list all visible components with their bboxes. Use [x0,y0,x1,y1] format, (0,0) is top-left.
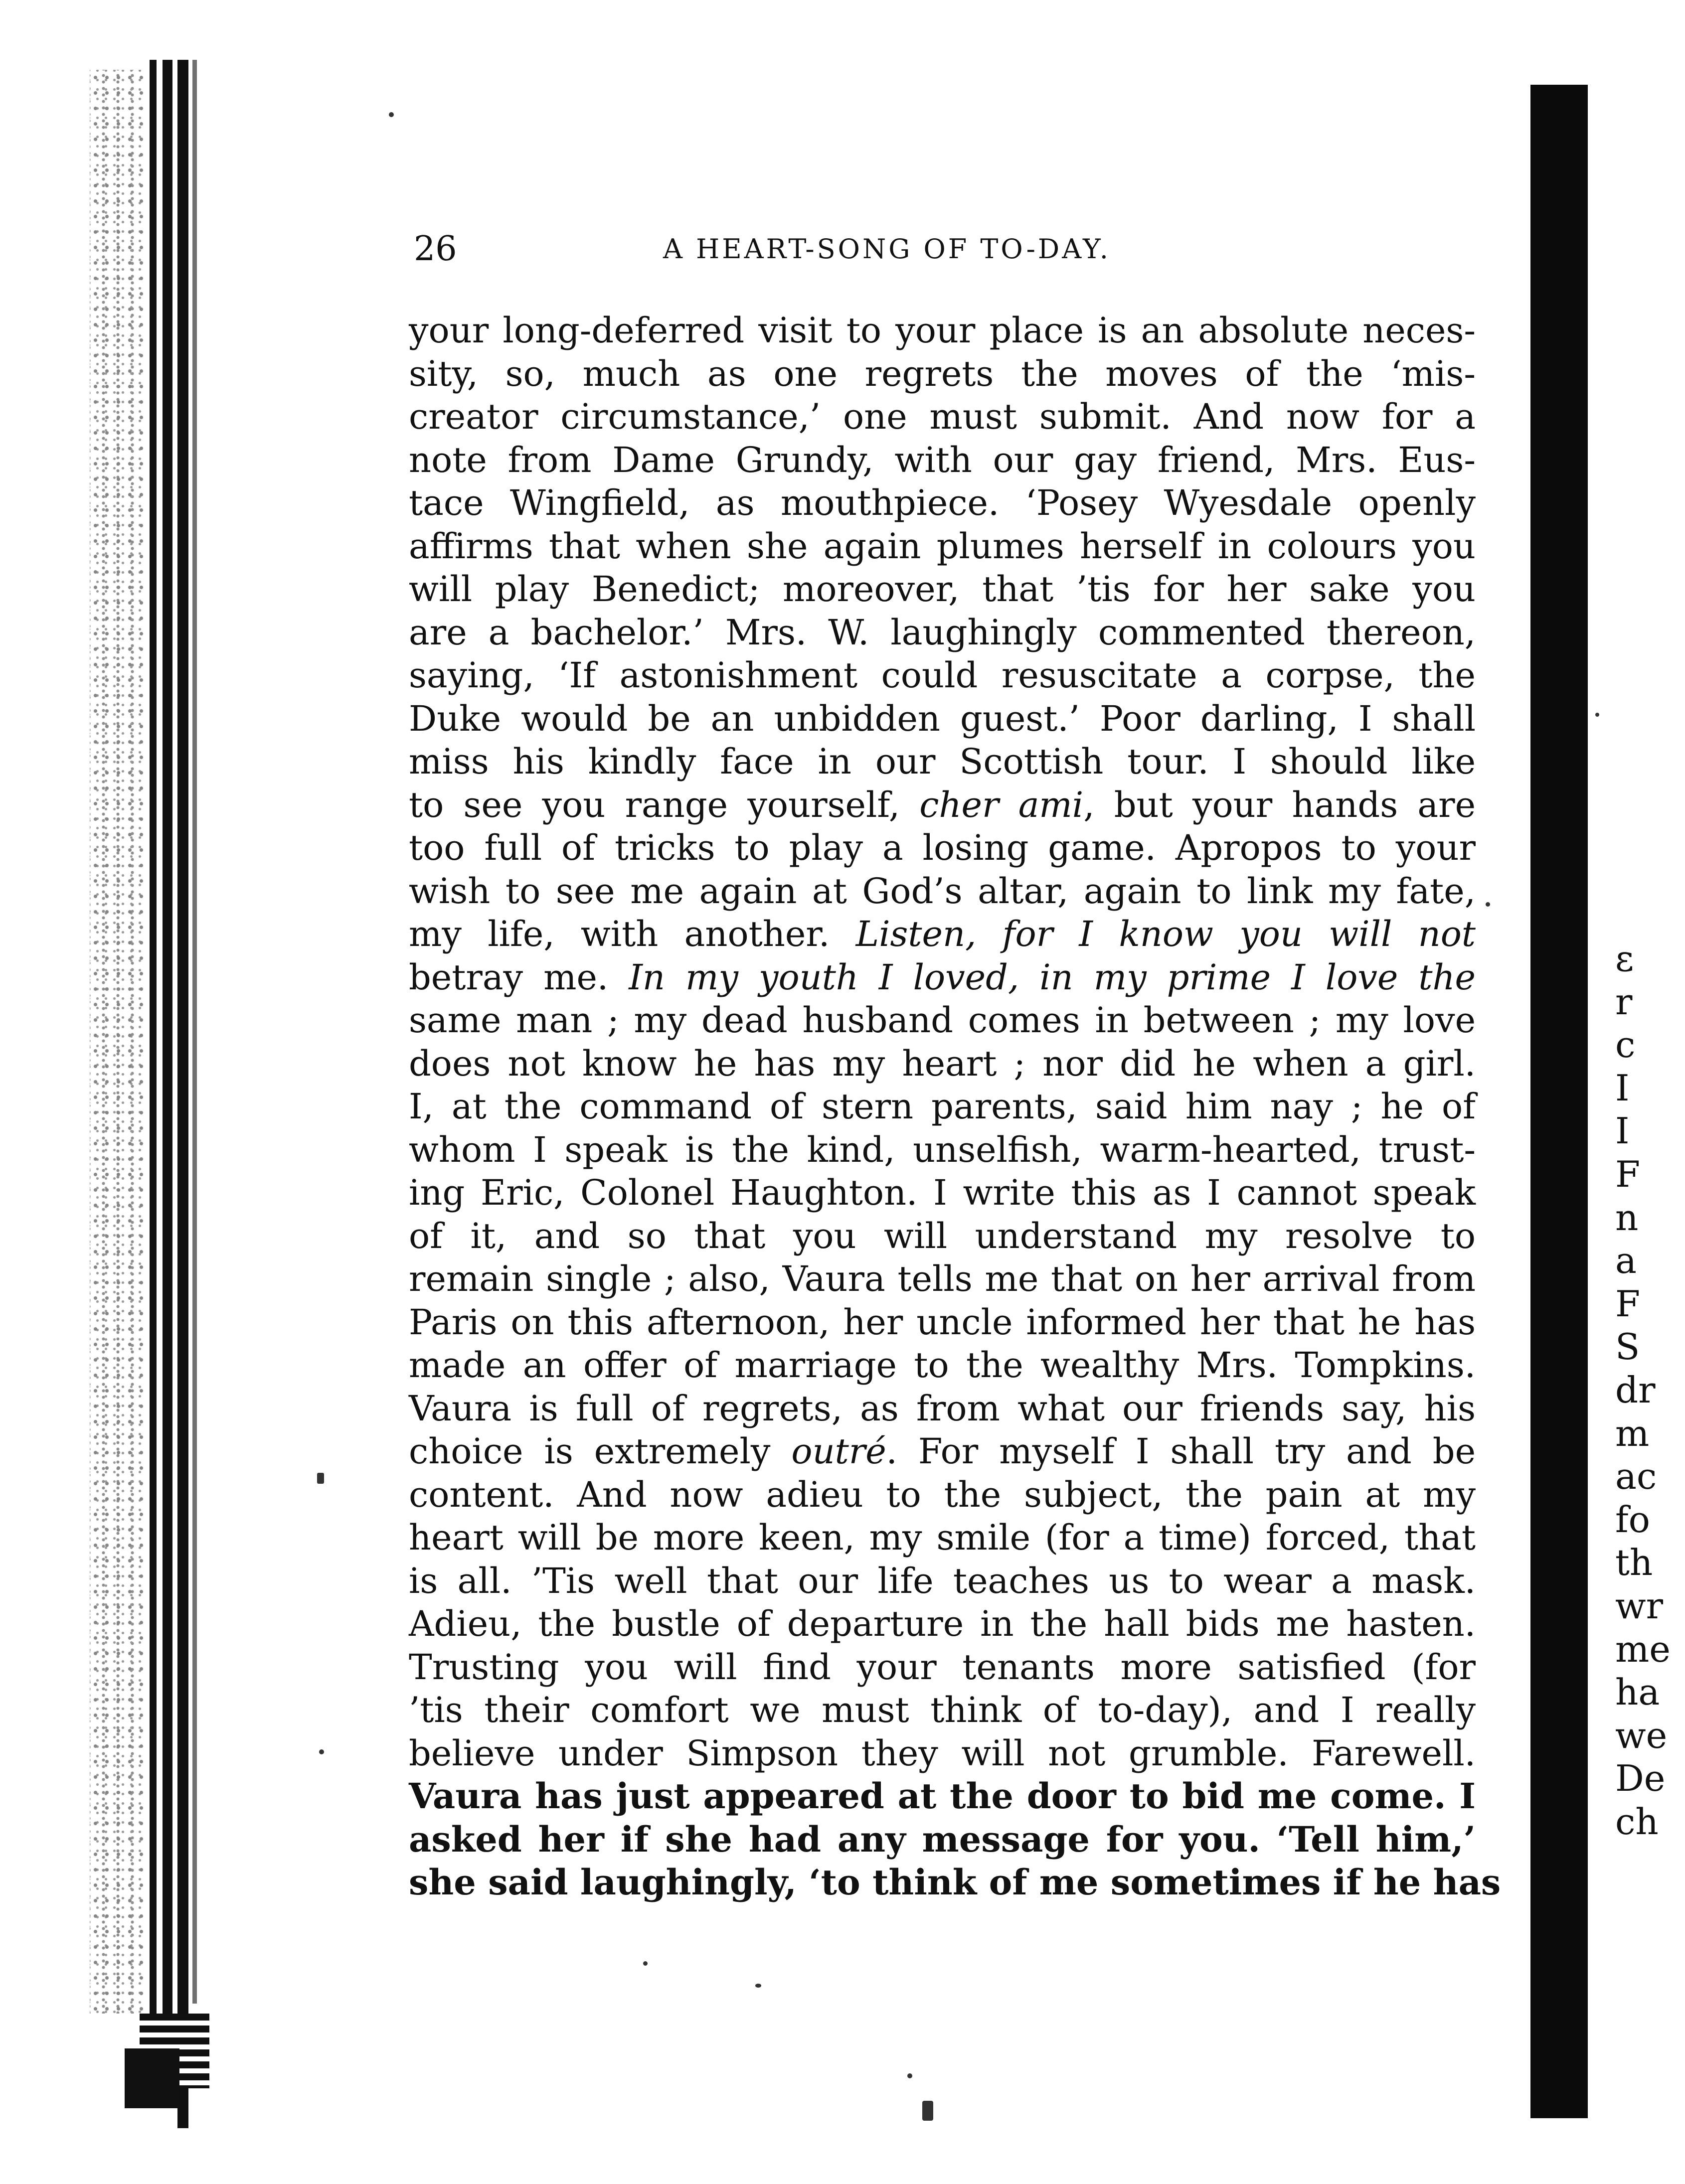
text-line [409,1215,1476,1258]
text-line [409,1387,1476,1430]
text-line [409,1171,1476,1215]
edge-fragment: I [1615,1067,1630,1109]
text-segment: ing Eric, Colonel Haughton. I write this as I cannot speak [409,1172,1476,1213]
text-segment: Duke would be an unbidden guest.’ Poor darling, I shall [409,698,1476,739]
text-segment: Vaura has just appeared at the door to bid me come. I [409,1775,1476,1817]
text-line [409,826,1476,870]
scan-mark [389,112,394,117]
binding-rule [163,60,172,2108]
text-line [409,1257,1476,1301]
text-segment: she said laughingly, ‘to think of me sometimes if he has [409,1862,1501,1903]
text-segment: Vaura is full of regrets, as from what our friends say, his [409,1388,1476,1429]
edge-fragment: r [1615,980,1633,1023]
italic-phrase: Listen, for I know you will not [855,914,1476,954]
text-segment: ’tis their comfort we must think of to-day), and I really [409,1690,1476,1730]
edge-fragment: F [1615,1153,1640,1195]
adjacent-page-edge [1530,85,1588,2118]
text-segment: creator circumstance,’ one must submit. And now for a [409,396,1476,437]
text-segment: , but your hands are [1083,784,1476,825]
edge-fragment: m [1615,1412,1650,1454]
text-segment: believe under Simpson they will not grumble. Farewell. [409,1732,1476,1774]
text-line [409,1344,1476,1387]
scan-mark [907,2073,912,2078]
adjacent-page-fragments [1615,937,1675,1843]
scan-mark [319,1749,324,1754]
text-segment: made an offer of marriage to the wealthy Mrs. Tompkins. [409,1345,1476,1386]
edge-fragment: dr [1615,1369,1656,1411]
text-segment: my life, with another. [409,914,856,954]
edge-fragment: ɛ [1615,937,1634,979]
page-number: 26 [414,229,457,269]
text-segment: I, at the command of stern parents, said him nay ; he of [409,1086,1476,1127]
text-segment: your long-deferred visit to your place is an absolute neces- [409,310,1476,351]
text-line [409,1646,1476,1689]
text-segment: saying, ‘If astonishment could resuscitate a corpse, the [409,655,1476,696]
text-line [409,1775,1476,1818]
text-line [409,1602,1476,1646]
italic-phrase: In my youth I loved, in my prime I love the [608,956,1476,998]
edge-fragment: ch [1615,1800,1659,1843]
text-line [409,1473,1476,1517]
scan-mark [1486,902,1490,907]
text-line [409,481,1476,525]
edge-fragment: ha [1615,1671,1660,1714]
binding-rule [150,60,157,2073]
page-header [414,224,1471,274]
text-segment: is all. ’Tis well that our life teaches us to wear a mask. [409,1560,1476,1601]
text-segment: note from Dame Grundy, with our gay friend, Mrs. Eus- [409,439,1476,480]
text-line [409,870,1476,913]
edge-fragment: me [1615,1628,1671,1670]
text-segment: does not know he has my heart ; nor did he when a girl. [409,1043,1476,1084]
edge-fragment: ac [1615,1455,1657,1498]
text-segment: content. And now adieu to the subject, the pain at my [409,1474,1476,1515]
edge-fragment: De [1615,1757,1666,1800]
text-line [409,1042,1476,1086]
text-segment: to see you range yourself, [409,784,920,825]
text-segment: same man ; my dead husband comes in between ; my love [409,1000,1476,1041]
text-line [409,1301,1476,1344]
edge-fragment: n [1615,1196,1639,1239]
text-segment: Adieu, the bustle of departure in the hall bids me hasten. [409,1603,1476,1644]
italic-phrase: outré [791,1431,886,1472]
edge-fragment: a [1615,1240,1637,1282]
binding-foot [125,2048,179,2108]
text-line [409,568,1476,611]
text-segment: Trusting you will find your tenants more satisfied (for [409,1646,1476,1688]
text-line [409,1861,1501,1904]
text-segment: . For myself I shall try and be [886,1431,1476,1472]
text-segment: tace Wingfield, as mouthpiece. ‘Posey Wyesdale openly [409,482,1476,523]
text-line [409,1818,1476,1862]
text-line [409,956,1476,999]
text-line [409,1516,1476,1560]
text-segment: wish to see me again at God’s altar, again to link my fate, [409,870,1476,912]
text-segment: are a bachelor.’ Mrs. W. laughingly commented thereon, [409,612,1476,653]
text-line [409,1085,1476,1128]
text-segment: betray me. [409,956,609,998]
text-line [409,1732,1476,1775]
edge-fragment: th [1615,1542,1653,1584]
edge-fragment: S [1615,1326,1640,1368]
text-line [409,740,1476,783]
text-line [409,525,1476,568]
text-line [409,309,1476,352]
text-line [409,439,1476,482]
edge-fragment: F [1615,1282,1640,1325]
text-line [409,1560,1476,1603]
scan-speckle [90,70,145,2014]
scan-mark [643,1961,648,1966]
text-line [409,783,1476,827]
text-segment: affirms that when she again plumes herself in colours you [409,525,1476,567]
binding-gutter [90,40,239,2143]
italic-phrase: cher ami [919,784,1084,825]
text-segment: will play Benedict; moreover, that ’tis for her sake you [409,569,1476,610]
text-line [409,913,1476,956]
text-segment: asked her if she had any message for you. ‘Tell him,’ [409,1818,1476,1860]
text-line [409,1430,1476,1473]
text-segment: choice is extremely [409,1431,792,1472]
running-head: A HEART-SONG OF TO-DAY. [663,233,1111,265]
text-segment: sity, so, much as one regrets the moves of the ‘mis- [409,353,1476,394]
text-line [409,352,1476,396]
text-line [409,395,1476,439]
scan-mark [755,1984,761,1988]
text-segment: remain single ; also, Vaura tells me that on her arrival from [409,1258,1476,1299]
text-segment: whom I speak is the kind, unselfish, warm-hearted, trust- [409,1129,1476,1170]
text-line [409,611,1476,654]
text-segment: too full of tricks to play a losing game. Apropos to your [409,827,1476,868]
text-line [409,697,1476,741]
text-segment: of it, and so that you will understand my resolve to [409,1215,1476,1256]
text-segment: miss his kindly face in our Scottish tour. I should like [409,741,1476,782]
text-line [409,999,1476,1042]
body-text [409,309,1501,1904]
binding-rule [177,60,188,2128]
text-line [409,654,1476,697]
scan-mark [922,2101,933,2121]
text-segment: heart will be more keen, my smile (for a time) forced, that [409,1517,1476,1558]
text-segment: Paris on this afternoon, her uncle informed her that he has [409,1301,1476,1343]
binding-rule [192,60,197,2004]
edge-fragment: wr [1615,1584,1664,1627]
text-line [409,1689,1476,1732]
edge-fragment: fo [1615,1498,1650,1541]
edge-fragment: we [1615,1714,1668,1756]
text-line [409,1128,1476,1172]
edge-fragment: I [1615,1110,1630,1152]
scan-mark [1595,713,1599,717]
edge-fragment: c [1615,1024,1636,1066]
scan-mark [317,1473,324,1484]
